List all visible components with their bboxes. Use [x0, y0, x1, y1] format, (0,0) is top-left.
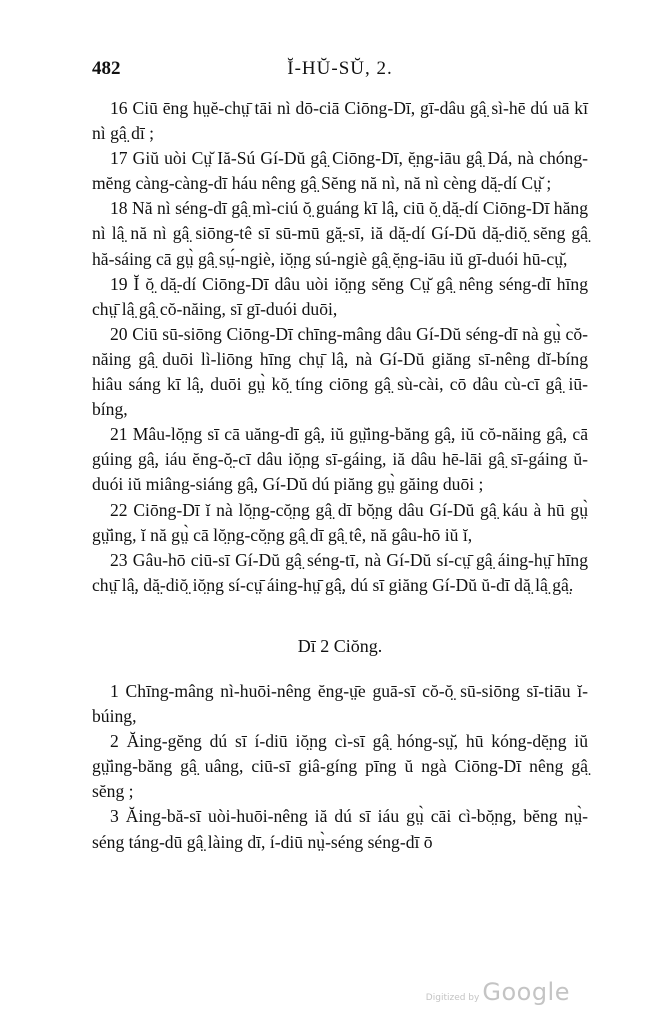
page-header: [92, 58, 588, 86]
chapter-heading: Dī 2 Ciŏng.: [297, 635, 383, 656]
verse: 1 Chīng-mâng nì-huōi-nêng ĕng-ṳ̄e guā-sī cŏ-ŏ̤ sū-siōng sī-tiāu ĭ-búing,: [92, 680, 588, 727]
book-page: [92, 58, 588, 855]
verse: 20 Ciū sū-siōng Ciōng-Dī chīng-mâng dâu Gí-Dŭ séng-dī nà gṳ̀ cŏ-năing gâ̤ duōi lì-liōng hīng chṳ̄ lâ̤, nà Gí-Dŭ giăng sī-nêng dĭ-bíng hiâu sáng kī lâ̤, duōi gṳ̀ kŏ̤ tíng ciōng gâ̤ sù-cài, cō dâu cù-cī gâ̤ iū-bíng,: [92, 323, 588, 420]
google-logo: Google: [482, 978, 570, 1006]
digitized-by-label: Digitized by: [425, 993, 480, 1003]
google-watermark: [426, 978, 570, 1006]
page-body: [92, 96, 588, 855]
verse: 23 Gâu-hō ciū-sī Gí-Dŭ gâ̤ séng-tī, nà Gí-Dŭ sí-cṳ̄ gâ̤ áing-hṳ̄ hīng chṳ̄ lâ̤, dă̤-diŏ̤ iŏ̤ng sí-cṳ̄ áing-hṳ̄ gâ̤, dú sī giăng Gí-Dŭ ŭ-dī dă̤ lâ̤ gâ̤.: [92, 549, 588, 595]
running-title: Ĭ-HŬ-SŬ, 2.: [287, 58, 393, 79]
verse: 16 Ciū ēng hṳĕ-chṳ̄ tāi nì dō-ciā Ciōng-Dī, gī-dâu gâ̤ sì-hē dú uā kī nì gâ̤ dī ;: [92, 98, 588, 144]
verse: 3 Ăing-bă-sī uòi-huōi-nêng iă dú sī iáu gṳ̀ cāi cì-bŏ̤ng, bĕng nṳ̀-séng táng-dū gâ̤ làing dī, í-diū nṳ̀-séng séng-dī ō: [92, 806, 588, 852]
verse: 2 Ăing-gĕng dú sī í-diū iŏ̤ng cì-sī gâ̤ hóng-sṳ̆, hū kóng-dĕ̤ng iŭ gṳ̆ing-băng gâ̤ uâng, ciū-sī giâ-gíng pīng ŭ ngà Ciōng-Dī nêng gâ̤ sĕng ;: [92, 731, 588, 802]
page-number: 482: [92, 58, 121, 79]
verse: 17 Giŭ uòi Cṳ̆ Iă-Sú Gí-Dŭ gâ̤ Ciōng-Dī, ĕ̤ng-iāu gâ̤ Dá, nà chóng-mĕng càng-càng-dī háu nêng gâ̤ Sĕng nă nì, nă nì cèng dă̤-dí Cṳ̆ ;: [92, 148, 588, 194]
verse: 19 Ĭ ŏ̤ dă̤-dí Ciōng-Dī dâu uòi iŏ̤ng sĕng Cṳ̆ gâ̤ nêng séng-dī hīng chṳ̄ lâ̤ gâ̤ cŏ-năing, sī gī-duói duōi,: [92, 273, 588, 319]
verse: 22 Ciōng-Dī ĭ nà lŏ̤ng-cŏ̤ng gâ̤ dī bŏ̤ng dâu Gí-Dŭ gâ̤ káu à hū gṳ̀ gṳ̆ing, ĭ nă gṳ̀ cā lŏ̤ng-cŏ̤ng gâ̤ dī gâ̤ tê, nă gâu-hō iŭ ĭ,: [92, 499, 588, 545]
verse: 18 Nă nì séng-dī gâ̤ mì-ciú ŏ̤ guáng kī lâ̤, ciū ŏ̤ dă̤-dí Ciōng-Dī hăng nì lâ̤ nă nì gâ̤ siōng-tê sī sū-mū gă̤-sī, iă dă̤-dí Gí-Dŭ dă̤-diŏ̤ sĕng gâ̤ hă-sáing cā gṳ̀ gâ̤ sṳ́-ngiè, iŏ̤ng sú-ngiè gâ̤ ĕ̤ng-iāu iŭ gī-duói hū-cṳ̆,: [92, 198, 588, 269]
verse: 21 Mâu-lŏ̤ng sī cā uăng-dī gâ̤, iŭ gṳ̆ing-băng gâ̤, iŭ cŏ-năing gâ̤, cā gúing gâ̤, iáu ĕng-ŏ̤-cī dâu iŏ̤ng sī-gáing, iă dâu hē-lāi gâ̤ sī-gáing ŭ-duói iŭ miâng-siáng gâ̤, Gí-Dŭ dú piăng gṳ̀ găing duōi ;: [92, 424, 588, 495]
